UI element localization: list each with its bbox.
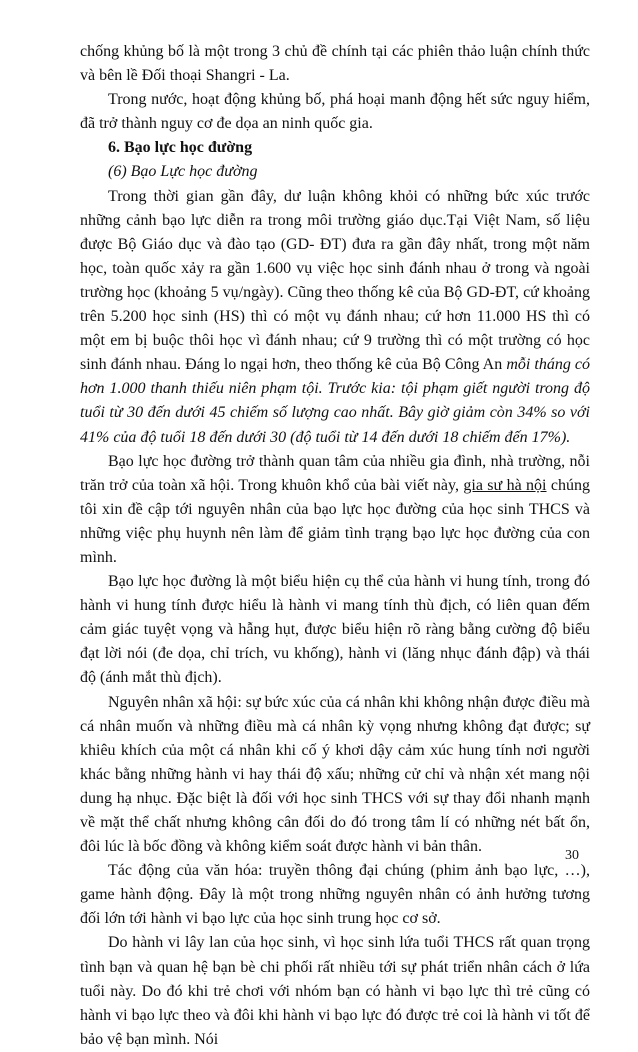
concern-text-after: chúng tôi xin đề cập tới nguyên nhân của bạo lực học đường của học sinh THCS và những việc phụ huynh nên làm để giảm tình trạng bạo lực học đường của con mình.: [80, 476, 590, 566]
paragraph-definition: Bạo lực học đường là một biểu hiện cụ thể của hành vi hung tính, trong đó hành vi hung tính được hiểu là hành vi mang tính thù địch, có liên quan đếm cảm giác tuyệt vọng và hẫng hụt, được biểu hiện rõ ràng bằng cường độ biểu đạt lời nói (đe dọa, chỉ trích, vu khống), hành vi (lăng nhục đánh đập) và thái độ (ánh mắt thù địch).: [80, 573, 590, 687]
paragraph-domestic-terrorism: Trong nước, hoạt động khủng bố, phá hoại manh động hết sức nguy hiểm, đã trở thành nguy cơ đe dọa an ninh quốc gia.: [80, 91, 590, 133]
concern-text-before: Bạo lực học đường trở thành quan tâm của nhiều gia đình, nhà trường, nỗi trăn trở của toàn xã hội. Trong khuôn khổ của bài viết này,: [80, 452, 590, 494]
section-subheading: (6) Bạo Lực học đường: [108, 163, 258, 181]
paragraph-statistics: [80, 185, 590, 450]
document-body: [80, 40, 590, 1052]
section-heading: 6. Bạo lực học đường: [108, 139, 253, 157]
paragraph-social-causes: Nguyên nhân xã hội: sự bức xúc của cá nhân khi không nhận được điều mà cá nhân muốn và những điều mà cá nhân kỳ vọng nhưng không đạt được; sự khiêu khích của một cá nhân khi cố ý khơi dậy cảm xúc hung tính nơi người khác bằng những hành vi hay thái độ xấu; những cử chỉ và nhận xét mang nội dung hạ nhục. Đặc biệt là đối với học sinh THCS với sự thay đổi nhanh mạnh về mặt thể chất nhưng không cân đối do đó trong tâm lí có những nét bất ổn, đôi lúc là bốc đồng và không kiểm soát được hành vi bản thân.: [80, 693, 590, 856]
statistics-text: Trong thời gian gần đây, dư luận không khỏi có những bức xúc trước những cảnh bạo lực diễn ra trong môi trường giáo dục.Tại Việt Nam, số liệu được Bộ Giáo dục và đào tạo (GD- ĐT) đưa ra gần đây nhất, trong một năm học, toàn quốc xảy ra gần 1.600 vụ việc học sinh đánh nhau ở trong và ngoài trường học (khoảng 5 vụ/ngày). Cũng theo thống kê của Bộ GD-ĐT, cứ khoảng trên 5.200 học sinh (HS) thì có một vụ đánh nhau; cứ hơn 11.000 HS thì có một em bị buộc thôi học vì đánh nhau; cứ 9 trường thì có một trường có học sinh đánh nhau. Đáng lo ngại hơn, theo thống kê của Bộ Công An: [80, 187, 590, 374]
paragraph-shangri-la: chống khủng bố là một trong 3 chủ đề chính tại các phiên thảo luận chính thức và bên lề Đối thoại Shangri - La.: [80, 43, 590, 85]
statistics-italic-text: mỗi tháng có hơn 1.000 thanh thiếu niên phạm tội. Trước kia: tội phạm giết người trong độ tuổi từ 30 đến dưới 45 chiếm số lượng cao nhất. Bây giờ giảm còn 34% so với 41% của độ tuổi 18 đến dưới 30 (độ tuổi từ 14 đến dưới 18 chiếm đến 17%).: [80, 356, 591, 446]
paragraph-peer-influence: Do hành vi lây lan của học sinh, vì học sinh lứa tuổi THCS rất quan trọng tình bạn và quan hệ bạn bè chi phối rất nhiều tới sự phát triển nhân cách ở lứa tuổi này. Do đó khi trẻ chơi với nhóm bạn có hành vi bạo lực thì trẻ cũng có hành vi bạo lực theo và đôi khi hành vi bạo lực đó được trẻ coi là hành vi tốt để bảo vệ bạn mình. Nói: [80, 934, 590, 1048]
paragraph-concern: [80, 450, 590, 570]
gia-su-ha-noi-link[interactable]: gia sư hà nội: [463, 476, 547, 494]
page-number: 30: [565, 848, 579, 863]
paragraph-cultural-impact: Tác động của văn hóa: truyền thông đại chúng (phim ảnh bạo lực, …), game hành động. Đây là một trong những nguyên nhân có ảnh hưởng tương đối lớn tới hành vi bạo lực của học sinh trung học cơ sở.: [80, 862, 590, 928]
